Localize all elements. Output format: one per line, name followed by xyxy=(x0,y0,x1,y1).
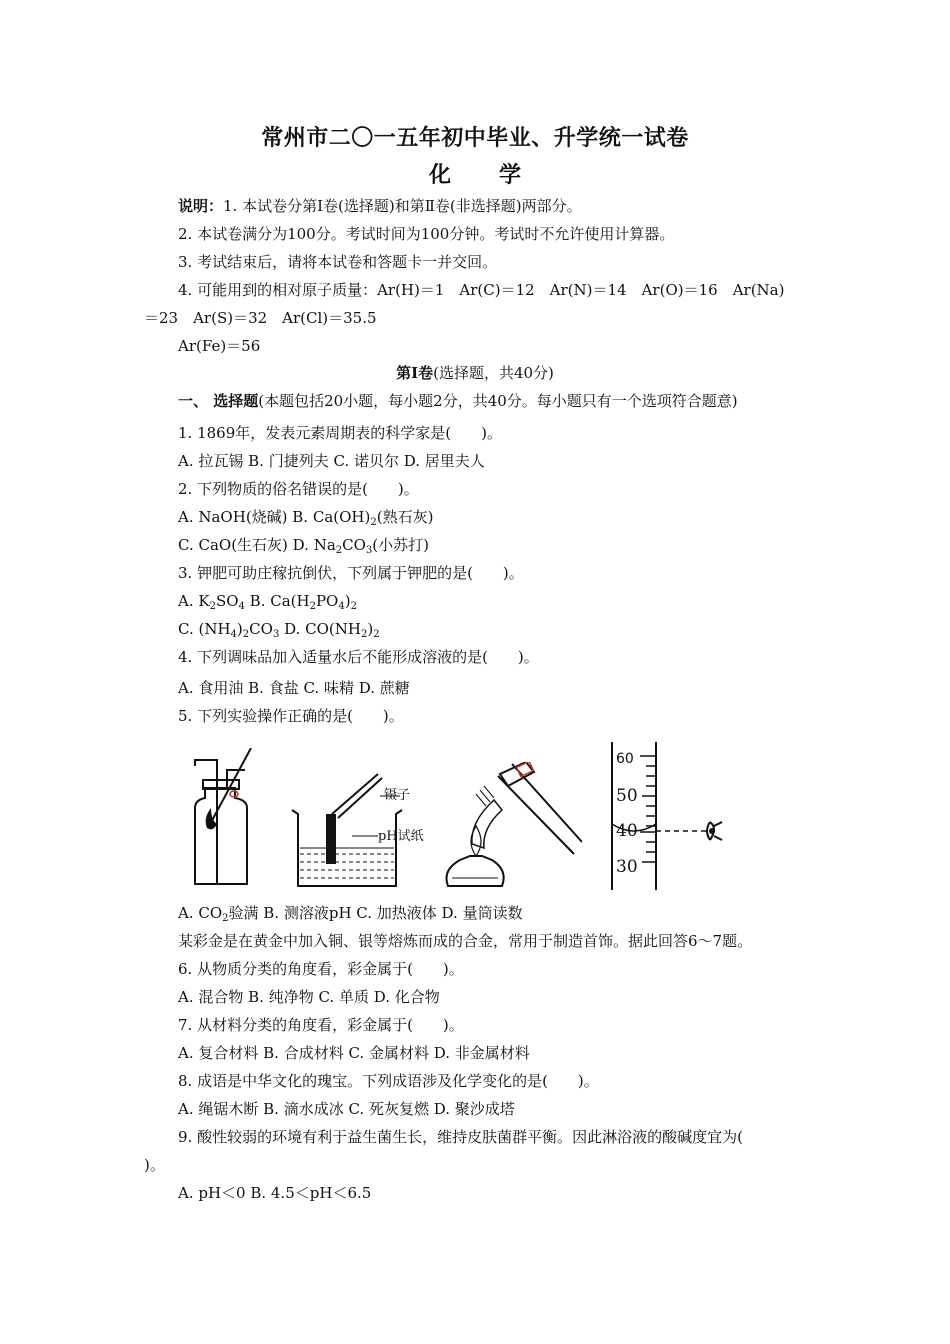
question-6: 6. 从物质分类的角度看，彩金属于( )。 xyxy=(178,960,464,978)
alcohol-lamp xyxy=(447,856,504,886)
question-9-line-1: 9. 酸性较弱的环境有利于益生菌生长，维持皮肤菌群平衡。因此淋浴液的酸碱度宜为( xyxy=(178,1128,743,1146)
test-tube xyxy=(498,764,582,854)
label-ph-paper: pH试纸 xyxy=(378,829,424,844)
question-9-options: A. pH＜0 B. 4.5＜pH＜6.5 xyxy=(178,1184,372,1202)
tick-40: 40 xyxy=(616,821,638,841)
question-2-options-cd: C. CaO(生石灰) D. $Na_2CO_3$(小苏打) xyxy=(178,536,430,556)
part-heading: 第Ⅰ卷(选择题，共40分) xyxy=(396,364,554,382)
question-6-options: A. 混合物 B. 纯净物 C. 单质 D. 化合物 xyxy=(178,988,440,1006)
question-3-options-ab: A. $K_2SO_4$ B. $Ca(H_2PO_4)_2$ xyxy=(178,592,357,612)
notes-line-4: 4. 可能用到的相对原子质量：Ar(H)＝1 Ar(C)＝12 Ar(N)＝14 Ar(O)＝16 Ar(Na) xyxy=(178,281,785,299)
tick-30: 30 xyxy=(616,857,638,877)
question-1-options: A. 拉瓦锡 B. 门捷列夫 C. 诺贝尔 D. 居里夫人 xyxy=(178,452,485,470)
question-5-options: A. $CO_2$验满 B. 测溶液pH C. 加热液体 D. 量筒读数 xyxy=(178,904,523,924)
question-4-options: A. 食用油 B. 食盐 C. 味精 D. 蔗糖 xyxy=(178,679,410,697)
subject-title: 化 学 xyxy=(428,163,522,188)
question-7-options: A. 复合材料 B. 合成材料 C. 金属材料 D. 非金属材料 xyxy=(178,1044,530,1062)
question-9-line-2: )。 xyxy=(144,1156,165,1174)
question-3-options-cd: C. $(NH_4)_2CO_3$ D. $CO(NH_2)_2$ xyxy=(178,620,380,640)
question-8-options: A. 绳锯木断 B. 滴水成冰 C. 死灰复燃 D. 聚沙成塔 xyxy=(178,1100,515,1118)
notes-line-5: ＝23 Ar(S)＝32 Ar(Cl)＝35.5 xyxy=(144,309,377,327)
notes-line-1: 说明：1. 本试卷分第Ⅰ卷(选择题)和第Ⅱ卷(非选择题)两部分。 xyxy=(178,197,582,215)
question-3: 3. 钾肥可助庄稼抗倒伏，下列属于钾肥的是( )。 xyxy=(178,564,524,582)
exam-title: 常州市二〇一五年初中毕业、升学统一试卷 xyxy=(261,126,689,151)
question-8: 8. 成语是中华文化的瑰宝。下列成语涉及化学变化的是( )。 xyxy=(178,1072,599,1090)
figure-heating xyxy=(442,762,582,890)
question-4: 4. 下列调味品加入适量水后不能形成溶液的是( )。 xyxy=(178,648,539,666)
tick-50: 50 xyxy=(616,786,638,806)
notes-line-3: 3. 考试结束后，请将本试卷和答题卡一并交回。 xyxy=(178,253,498,271)
question-2: 2. 下列物质的俗名错误的是( )。 xyxy=(178,480,419,498)
ph-paper xyxy=(326,814,336,864)
question-2-options-ab: A. NaOH(烧碱) B. $Ca(OH)_2$(熟石灰) xyxy=(178,508,434,528)
notes-line-6: Ar(Fe)＝56 xyxy=(178,337,261,355)
section-heading: 一、 选择题(本题包括20小题，每小题2分，共40分。每小题只有一个选项符合题意) xyxy=(178,392,738,410)
figure-co2-bottle xyxy=(183,748,263,890)
question-6-7-stem: 某彩金是在黄金中加入铜、银等熔炼而成的合金，常用于制造首饰。据此回答6～7题。 xyxy=(178,932,753,950)
label-tweezers: 镊子 xyxy=(384,788,411,803)
notes-line-2: 2. 本试卷满分为100分。考试时间为100分钟。考试时不允许使用计算器。 xyxy=(178,225,675,243)
flame-icon xyxy=(206,808,217,829)
question-1: 1. 1869年，发表元素周期表的科学家是( )。 xyxy=(178,424,502,442)
tweezers xyxy=(332,774,382,818)
tick-60: 60 xyxy=(616,751,634,767)
question-7: 7. 从材料分类的角度看，彩金属于( )。 xyxy=(178,1016,464,1034)
question-5: 5. 下列实验操作正确的是( )。 xyxy=(178,707,404,725)
